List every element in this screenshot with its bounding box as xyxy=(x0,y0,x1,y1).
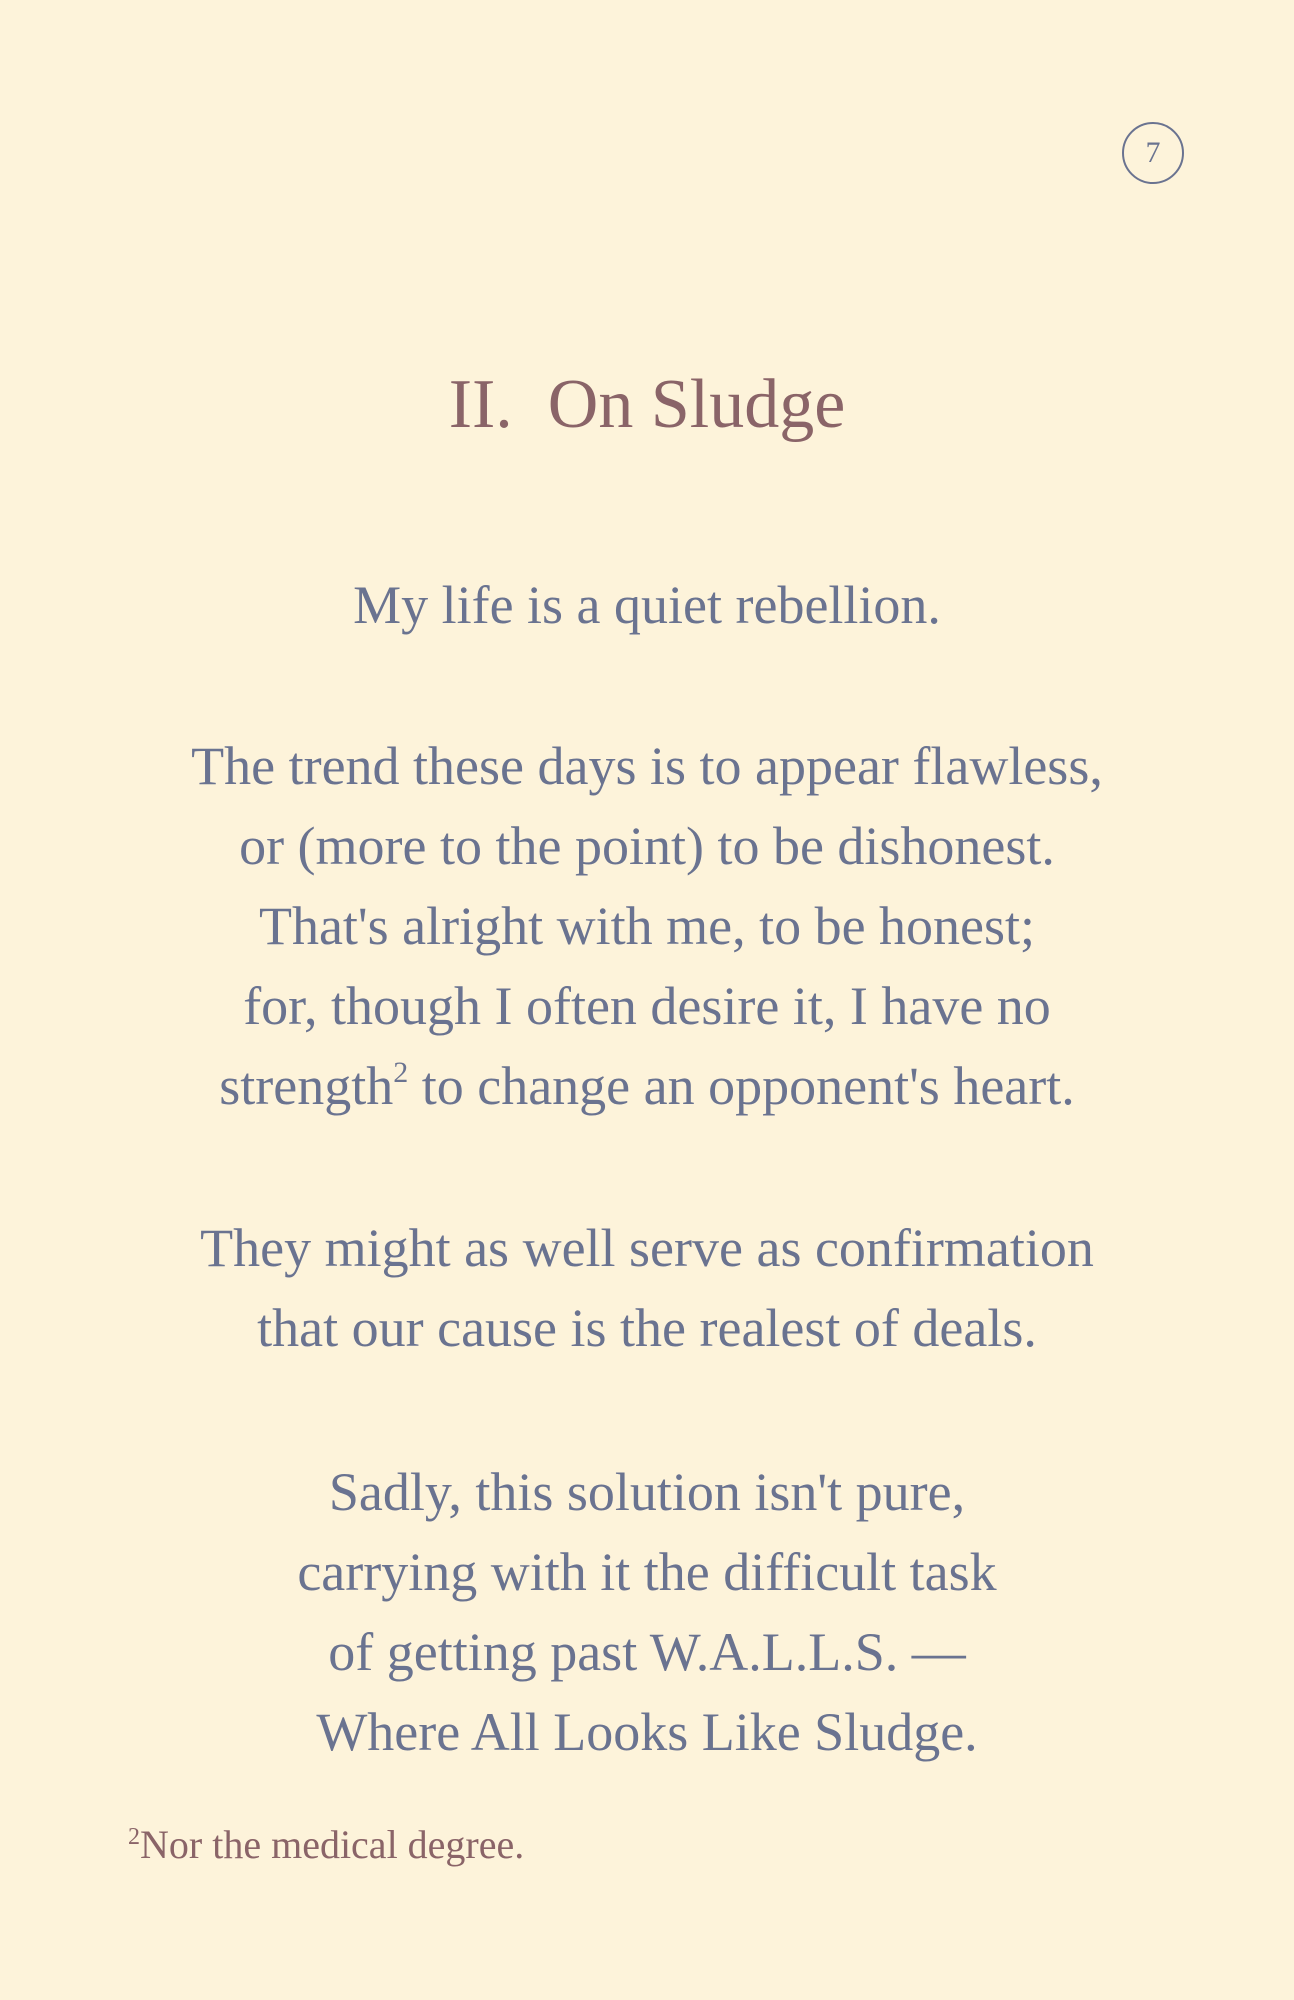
poem-line: That's alright with me, to be honest; xyxy=(258,896,1036,956)
poem-text: to change an opponent's heart. xyxy=(408,1056,1075,1116)
poem-line: My life is a quiet rebellion. xyxy=(353,575,941,635)
poem-line xyxy=(0,1046,1294,1126)
poem-line: Where All Looks Like Sludge. xyxy=(316,1702,978,1762)
poem-line: that our cause is the realest of deals. xyxy=(257,1298,1037,1358)
poem-line: They might as well serve as confirmation xyxy=(200,1218,1094,1278)
footnote-reference: 2 xyxy=(393,1056,409,1089)
poem-line: for, though I often desire it, I have no xyxy=(243,976,1051,1036)
footnote-text: Nor the medical degree. xyxy=(140,1822,525,1867)
poem-line: or (more to the point) to be dishonest. xyxy=(239,816,1055,876)
poem-line: of getting past W.A.L.L.S. — xyxy=(328,1622,966,1682)
footnote xyxy=(128,1820,524,1870)
page-number: 7 xyxy=(1145,136,1161,169)
page-number-badge xyxy=(1122,122,1184,184)
poem-line: Sadly, this solution isn't pure, xyxy=(328,1462,966,1522)
poem-text: strength xyxy=(219,1056,394,1116)
poem-line: carrying with it the difficult task xyxy=(297,1542,997,1602)
poem-line: The trend these days is to appear flawless, xyxy=(191,736,1103,796)
footnote-marker: 2 xyxy=(128,1824,140,1850)
chapter-title: II. On Sludge xyxy=(448,366,846,443)
